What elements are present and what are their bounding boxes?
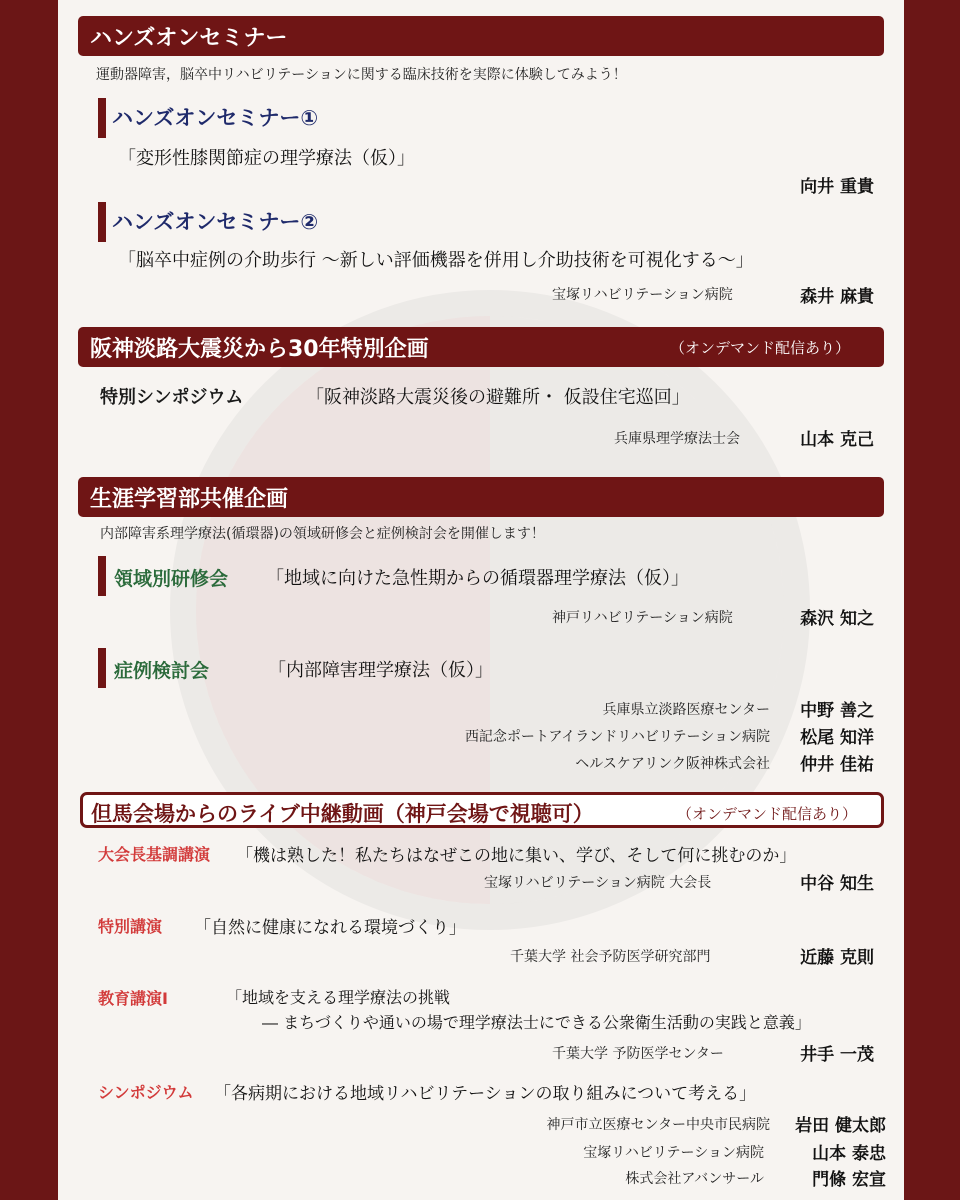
section-title: 阪神淡路大震災から30年特別企画: [90, 337, 429, 362]
case-study-speaker: 中野 善之: [800, 701, 874, 721]
keynote-speaker: 中谷 知生: [800, 874, 874, 894]
hands-on-description: 運動器障害，脳卒中リハビリテーションに関する臨床技術を実際に体験してみよう！: [96, 67, 627, 83]
symposium-affiliation: 神戸市立医療センター中央市民病院: [546, 1117, 770, 1133]
subsection-marker: [98, 648, 106, 688]
special-lecture-title: 「自然に健康になれる環境づくり」: [194, 918, 466, 938]
education-lecture-affiliation: 千葉大学 予防医学センター: [552, 1046, 724, 1062]
special-lecture-label: 特別講演: [98, 917, 163, 936]
keynote-lecture: 「機は熟した！私たちはなぜこの地に集い、学び、そして何に挑むのか」: [236, 846, 797, 866]
section-header-live: [80, 792, 884, 828]
special-symposium-speaker: 山本 克己: [800, 430, 874, 450]
section-title: 但馬会場からのライブ中継動画（神戸会場で視聴可）: [91, 802, 594, 826]
seminar2-speaker: 森井 麻貴: [800, 287, 874, 307]
special-symposium-affiliation: 兵庫県理学療法士会: [614, 431, 740, 447]
subsection-marker: [98, 98, 106, 138]
case-study-label: 症例検討会: [114, 660, 210, 682]
education-lecture-speaker: 井手 一茂: [800, 1045, 874, 1065]
on-demand-note: （オンデマンド配信あり）: [676, 805, 857, 823]
special-symposium-label: 特別シンポジウム: [100, 387, 244, 408]
case-study-lecture: 「内部障害理学療法（仮）」: [268, 660, 493, 681]
special-lecture-speaker: 近藤 克則: [800, 948, 874, 968]
keynote-label: 大会長基調講演: [98, 845, 211, 864]
symposium-label: シンポジウム: [98, 1083, 194, 1102]
section-header-hanshin: [78, 327, 884, 367]
education-lecture-line1: 「地域を支える理学療法の挑戦: [226, 988, 451, 1007]
symposium-affiliation: 株式会社アバンサール: [625, 1171, 764, 1187]
subsection-marker: [98, 556, 106, 596]
section-title: ハンズオンセミナー: [90, 26, 288, 51]
section-title: 生涯学習部共催企画: [90, 487, 289, 512]
case-study-affiliation: 兵庫県立淡路医療センター: [602, 702, 770, 718]
symposium-speaker: 岩田 健太郎: [795, 1116, 886, 1136]
training-label: 領域別研修会: [114, 568, 229, 590]
education-lecture-label: 教育講演Ⅰ: [98, 989, 168, 1008]
case-study-speaker: 松尾 知洋: [800, 728, 874, 748]
special-lecture-affiliation: 千葉大学 社会予防医学研究部門: [510, 949, 711, 965]
training-lecture: 「地域に向けた急性期からの循環器理学療法（仮）」: [266, 568, 689, 589]
seminar2-affiliation: 宝塚リハビリテーション病院: [552, 287, 733, 303]
seminar2-lecture: 「脳卒中症例の介助歩行 ～新しい評価機器を併用し介助技術を可視化する～」: [118, 250, 754, 271]
symposium-speaker: 門條 宏宣: [812, 1170, 886, 1190]
special-symposium-lecture: 「阪神淡路大震災後の避難所・ 仮設住宅巡回」: [306, 387, 690, 408]
keynote-affiliation: 宝塚リハビリテーション病院 大会長: [484, 875, 712, 891]
seminar1-lecture: 「変形性膝関節症の理学療法（仮）」: [118, 148, 415, 169]
training-affiliation: 神戸リハビリテーション病院: [552, 610, 733, 626]
on-demand-note: （オンデマンド配信あり）: [669, 339, 850, 357]
lifelong-description: 内部障害系理学療法(循環器)の領域研修会と症例検討会を開催します！: [100, 526, 545, 542]
subsection-marker: [98, 202, 106, 242]
seminar1-title: ハンズオンセミナー①: [112, 106, 319, 130]
case-study-affiliation: ヘルスケアリンク阪神株式会社: [575, 756, 770, 772]
seminar1-speaker: 向井 重貴: [800, 177, 874, 197]
training-speaker: 森沢 知之: [800, 609, 874, 629]
seminar2-title: ハンズオンセミナー②: [112, 210, 319, 234]
symposium-lecture: 「各病期における地域リハビリテーションの取り組みについて考える」: [214, 1084, 757, 1104]
education-lecture-line2: ― まちづくりや通いの場で理学療法士にできる公衆衛生活動の実践と意義」: [262, 1013, 811, 1032]
symposium-speaker: 山本 泰忠: [812, 1144, 886, 1164]
symposium-affiliation: 宝塚リハビリテーション病院: [583, 1145, 764, 1161]
case-study-speaker: 仲井 佳祐: [800, 755, 874, 775]
case-study-affiliation: 西記念ポートアイランドリハビリテーション病院: [464, 729, 770, 745]
section-header-hands-on: [78, 16, 884, 56]
section-header-lifelong: [78, 477, 884, 517]
